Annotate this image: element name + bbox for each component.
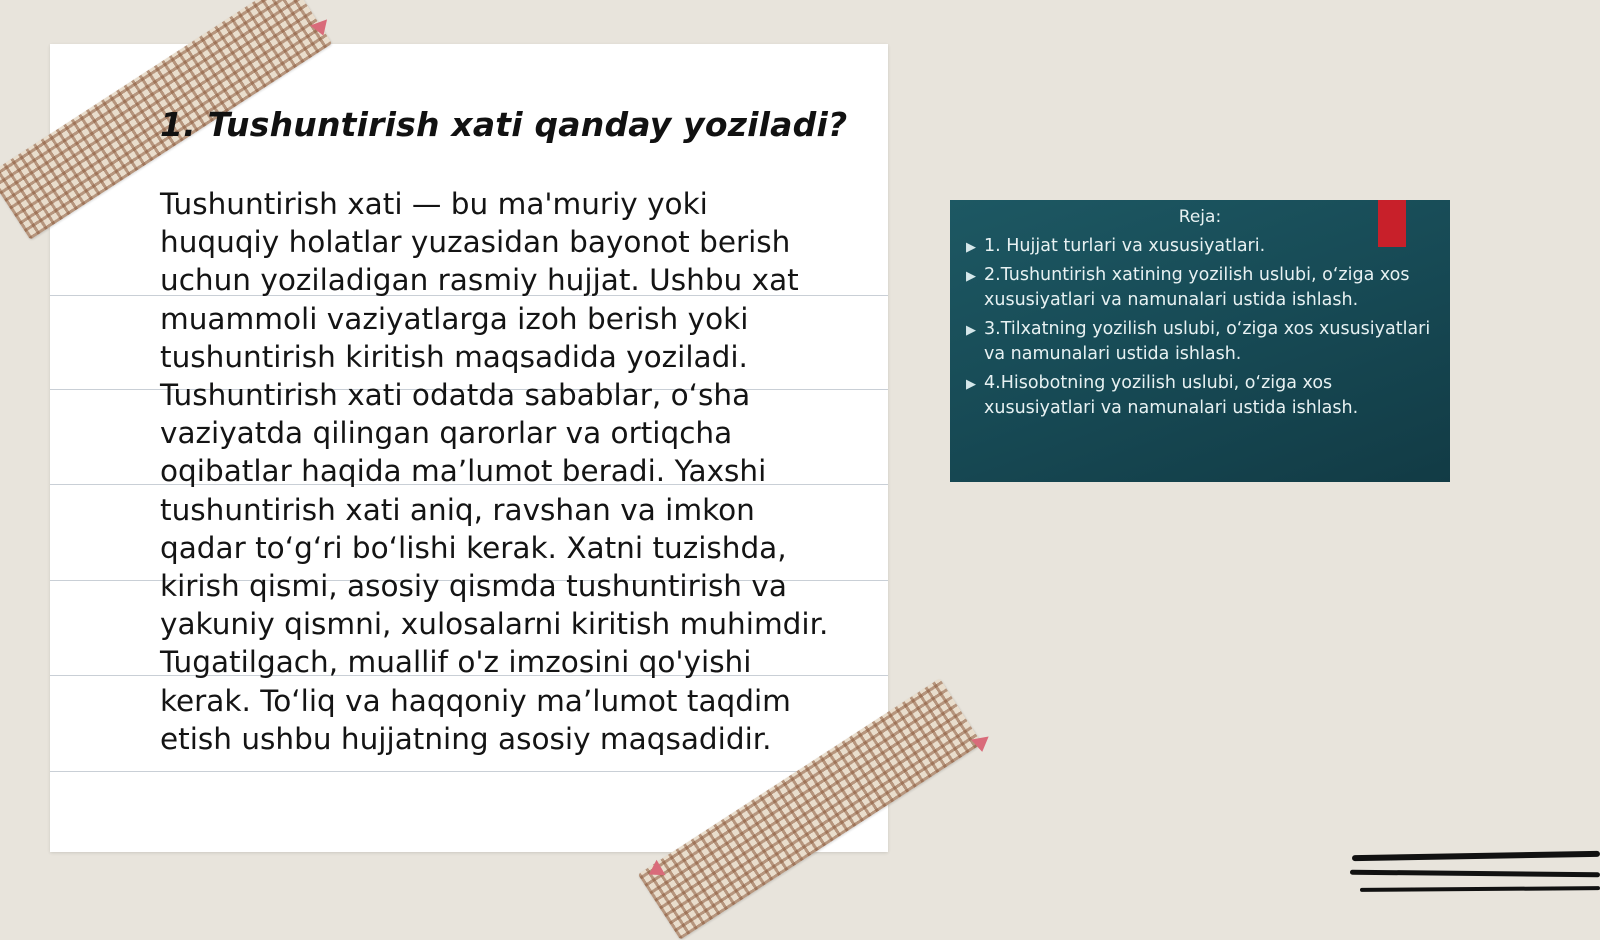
paper-rule-line	[50, 771, 888, 772]
note-body-line: oqibatlar haqida ma’lumot beradi. Yaxshi	[160, 454, 767, 489]
note-body-line: kirish qismi, asosiy qismda tushuntirish va	[160, 569, 787, 604]
note-body-line: yakuniy qismni, xulosalarni kiritish muhimdir.	[160, 607, 829, 642]
triangle-right-icon: ▶	[966, 377, 976, 392]
slide-plan-item-text: 2.Tushuntirish xatining yozilish uslubi, o‘ziga xos xususiyatlari va namunalari ustida ishlash.	[984, 265, 1410, 310]
note-body-line: Tugatilgach, muallif o'z imzosini qo'yishi	[160, 645, 752, 680]
slide-plan-item-text: 3.Tilxatning yozilish uslubi, o‘ziga xos xususiyatlari va namunalari ustida ishlash.	[984, 319, 1431, 364]
note-body-line: huquqiy holatlar yuzasidan bayonot berish	[160, 225, 791, 260]
note-body-line: kerak. To‘liq va haqqoniy ma’lumot taqdim	[160, 683, 791, 718]
note-body-line: muammoli vaziyatlarga izoh berish yoki	[160, 301, 749, 336]
slide-plan-item	[966, 317, 1436, 367]
slide-plan-item	[966, 371, 1436, 421]
slide-plan-item-text: 4.Hisobotning yozilish uslubi, o‘ziga xos xususiyatlari va namunalari ustida ishlash.	[984, 373, 1359, 418]
slide-plan-item-text: 1. Hujjat turlari va xususiyatlari.	[984, 236, 1266, 256]
note-body-line: Tushuntirish xati odatda sabablar, o‘sha	[160, 378, 751, 413]
tape-pin	[971, 737, 991, 754]
note-body-line: Tushuntirish xati — bu ma'muriy yoki	[160, 187, 708, 221]
decorative-brush-stroke	[1360, 886, 1600, 892]
note-title: 1. Tushuntirish xati qanday yoziladi?	[160, 105, 848, 144]
note-body-line: qadar to‘g‘ri bo‘lishi kerak. Xatni tuzishda,	[160, 530, 787, 565]
note-body-line: tushuntirish kiritish maqsadida yoziladi.	[160, 339, 748, 374]
note-body	[160, 185, 860, 758]
note-body-line: uchun yoziladigan rasmiy hujjat. Ushbu xat	[160, 263, 799, 298]
decorative-brush-stroke	[1350, 870, 1600, 878]
triangle-right-icon: ▶	[966, 323, 976, 338]
decorative-brush-stroke	[1352, 851, 1600, 861]
note-body-line: etish ushbu hujjatning asosiy maqsadidir.	[160, 721, 772, 756]
note-body-line: vaziyatda qilingan qarorlar va ortiqcha	[160, 416, 733, 451]
slide-plan-item	[966, 263, 1436, 313]
triangle-right-icon: ▶	[966, 269, 976, 284]
note-body-line: tushuntirish xati aniq, ravshan va imkon	[160, 492, 755, 527]
reja-slide-image	[950, 200, 1450, 482]
triangle-right-icon: ▶	[966, 240, 976, 255]
slide-title: Reja:	[1178, 207, 1222, 227]
slide-plan-item	[966, 234, 1436, 259]
slide-plan-list	[966, 234, 1436, 425]
